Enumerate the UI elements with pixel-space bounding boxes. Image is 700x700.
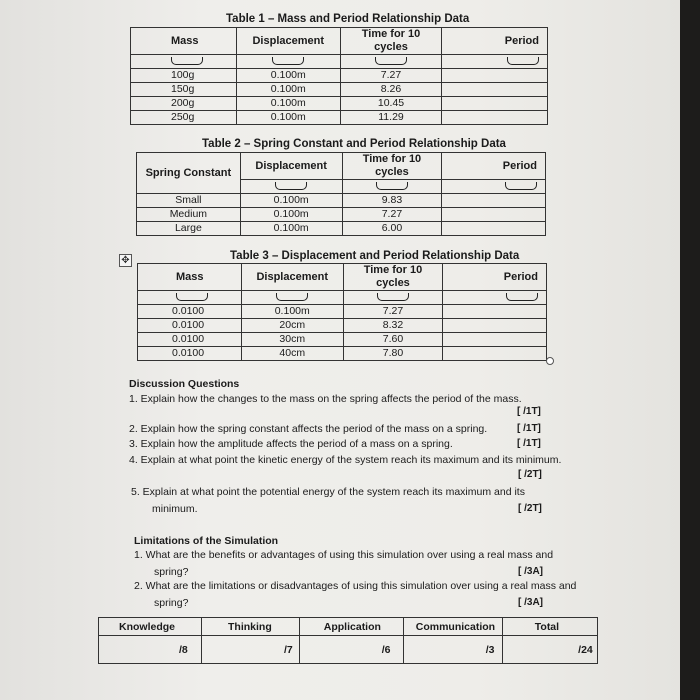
table-row [138, 319, 547, 333]
table-row [137, 208, 546, 222]
cell: 0.0100 [138, 305, 242, 319]
limitations-q1-mark: [ /3A] [518, 566, 543, 577]
unit-blank [240, 180, 342, 194]
unit-blank [138, 291, 242, 305]
discussion-q3-mark: [ /1T] [517, 438, 541, 449]
table1-header-mass: Mass [131, 28, 237, 55]
cell: 0.100m [236, 111, 340, 125]
table1-header-period: Period [442, 28, 548, 55]
cell: 0.0100 [138, 319, 242, 333]
discussion-q5-mark: [ /2T] [518, 503, 542, 514]
discussion-q4: 4. Explain at what point the kinetic energy of the system reach its maximum and its minimum. [129, 454, 562, 466]
unit-blank [442, 55, 548, 69]
cell[interactable] [443, 333, 547, 347]
limitations-q2-line1: 2. What are the limitations or disadvantages of using this simulation over using a real mass and [134, 580, 577, 592]
unit-blank [442, 180, 546, 194]
cell[interactable] [442, 69, 548, 83]
table-resize-handle[interactable] [546, 357, 554, 365]
cell: 0.0100 [138, 347, 242, 361]
summary-application-score[interactable]: /6 [299, 636, 403, 664]
cell[interactable] [442, 111, 548, 125]
unit-blank [241, 291, 343, 305]
unit-blank [342, 180, 442, 194]
limitations-q1-line1: 1. What are the benefits or advantages of using this simulation over using a real mass and [134, 549, 554, 561]
unit-blank [131, 55, 237, 69]
discussion-q1-mark: [ /1T] [517, 406, 541, 417]
table1-header-time: Time for 10 cycles [340, 28, 442, 55]
cell: Medium [137, 208, 241, 222]
limitations-heading: Limitations of the Simulation [134, 535, 279, 547]
cell[interactable] [443, 347, 547, 361]
cell[interactable] [442, 222, 546, 236]
cell: 10.45 [340, 97, 442, 111]
cell: 7.60 [343, 333, 443, 347]
cell: 0.100m [241, 305, 343, 319]
summary-header-knowledge: Knowledge [99, 618, 202, 636]
table2-title: Table 2 – Spring Constant and Period Relationship Data [202, 138, 506, 150]
summary-header-communication: Communication [403, 618, 502, 636]
cell[interactable] [443, 305, 547, 319]
cell: 0.100m [236, 69, 340, 83]
table1-header-displacement: Displacement [236, 28, 340, 55]
discussion-q2: 2. Explain how the spring constant affects the period of the mass on a spring. [129, 423, 488, 435]
unit-blank [340, 55, 442, 69]
cell: 7.27 [340, 69, 442, 83]
table3-header-mass: Mass [138, 264, 242, 291]
table3-header-displacement: Displacement [241, 264, 343, 291]
table2-header-time: Time for 10 cycles [342, 153, 442, 180]
table-row [137, 222, 546, 236]
cell: 0.0100 [138, 333, 242, 347]
summary-communication-score[interactable]: /3 [403, 636, 502, 664]
cell: 40cm [241, 347, 343, 361]
table1-title: Table 1 – Mass and Period Relationship Data [226, 13, 470, 25]
cell[interactable] [442, 83, 548, 97]
table3-title: Table 3 – Displacement and Period Relationship Data [230, 250, 520, 262]
discussion-q1: 1. Explain how the changes to the mass on the spring affects the period of the mass. [129, 393, 522, 405]
limitations-q1-line2: spring? [154, 566, 189, 578]
marks-summary-table [98, 617, 598, 664]
table-row [138, 347, 547, 361]
table-row [137, 194, 546, 208]
table-row [131, 111, 548, 125]
table-row [131, 97, 548, 111]
cell: 100g [131, 69, 237, 83]
cell: 11.29 [340, 111, 442, 125]
discussion-q5-line1: 5. Explain at what point the potential energy of the system reach its maximum and its [131, 486, 525, 498]
cell: 0.100m [240, 194, 342, 208]
summary-header-total: Total [502, 618, 597, 636]
table3-header-time: Time for 10 cycles [343, 264, 443, 291]
cell: 0.100m [240, 208, 342, 222]
table-row [131, 83, 548, 97]
discussion-q2-mark: [ /1T] [517, 423, 541, 434]
discussion-q5-line2: minimum. [152, 503, 198, 515]
cell: 250g [131, 111, 237, 125]
unit-blank [343, 291, 443, 305]
cell: 20cm [241, 319, 343, 333]
cell: 30cm [241, 333, 343, 347]
background-edge [680, 0, 700, 700]
cell[interactable] [442, 97, 548, 111]
cell: 200g [131, 97, 237, 111]
limitations-q2-mark: [ /3A] [518, 597, 543, 608]
cell: Small [137, 194, 241, 208]
cell: Large [137, 222, 241, 236]
cell: 0.100m [236, 97, 340, 111]
table2-header-spring-constant: Spring Constant [137, 153, 241, 194]
table3-header-period: Period [443, 264, 547, 291]
cell: 0.100m [240, 222, 342, 236]
cell: 9.83 [342, 194, 442, 208]
cell: 8.26 [340, 83, 442, 97]
cell: 0.100m [236, 83, 340, 97]
cell: 6.00 [342, 222, 442, 236]
summary-total-score[interactable]: /24 [502, 636, 597, 664]
table-move-handle-icon[interactable]: ✥ [119, 254, 132, 267]
summary-header-thinking: Thinking [202, 618, 300, 636]
limitations-q2-line2: spring? [154, 597, 189, 609]
discussion-q4-mark: [ /2T] [518, 469, 542, 480]
cell: 8.32 [343, 319, 443, 333]
table2[interactable] [136, 152, 546, 236]
table2-header-period: Period [442, 153, 546, 180]
table1[interactable] [130, 27, 548, 125]
cell: 7.27 [343, 305, 443, 319]
cell: 150g [131, 83, 237, 97]
summary-knowledge-score[interactable]: /8 [99, 636, 202, 664]
table2-header-displacement: Displacement [240, 153, 342, 180]
unit-blank [236, 55, 340, 69]
cell[interactable] [443, 319, 547, 333]
cell[interactable] [442, 208, 546, 222]
cell[interactable] [442, 194, 546, 208]
unit-blank [443, 291, 547, 305]
table-row [138, 333, 547, 347]
table-row [138, 305, 547, 319]
cell: 7.27 [342, 208, 442, 222]
discussion-heading: Discussion Questions [129, 378, 240, 390]
table-row [131, 69, 548, 83]
cell: 7.80 [343, 347, 443, 361]
summary-header-application: Application [299, 618, 403, 636]
summary-thinking-score[interactable]: /7 [202, 636, 300, 664]
table3[interactable] [137, 263, 547, 361]
discussion-q3: 3. Explain how the amplitude affects the period of a mass on a spring. [129, 438, 453, 450]
